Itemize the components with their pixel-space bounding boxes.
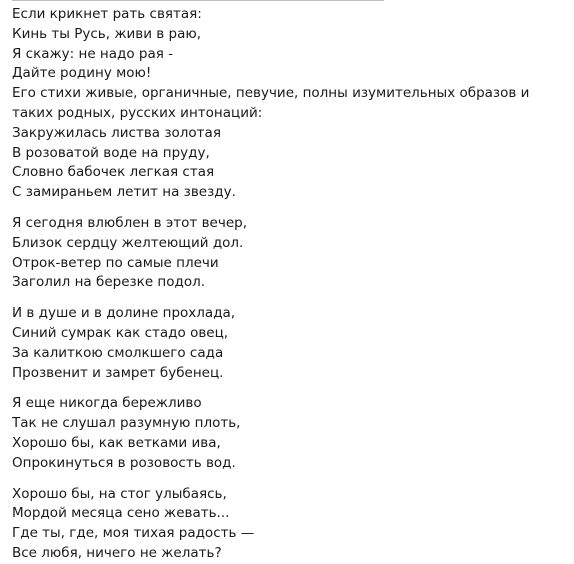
poem-line: Отрок-ветер по самые плечи	[12, 254, 219, 271]
poem-line: Все любя, ничего не желать?	[12, 544, 222, 561]
poem-line: Где ты, где, моя тихая радость —	[12, 525, 255, 542]
poem-line: Так не слушал разумную плоть,	[12, 415, 241, 432]
poem-line: Хорошо бы, как ветками ива,	[12, 434, 221, 451]
poem-line: Мордой месяца сено жевать...	[12, 505, 230, 522]
poem-line: Кинь ты Русь, живи в раю,	[12, 25, 202, 42]
poem-line: Если крикнет рать святая:	[12, 6, 202, 22]
poem-line: Я скажу: не надо рая -	[12, 45, 174, 62]
poem-line: Я еще никогда бережливо	[12, 395, 202, 412]
poem-line: Близок сердцу желтеющий дол.	[12, 234, 244, 251]
top-divider	[12, 0, 384, 1]
poem-line: Словно бабочек легкая стая	[12, 164, 215, 181]
poem-line: Хорошо бы, на стог улыбаясь,	[12, 485, 227, 502]
poem-line: В розоватой воде на пруду,	[12, 144, 210, 161]
poem-line: Прозвенит и замрет бубенец.	[12, 364, 224, 381]
document-body	[12, 5, 568, 564]
poem-line: За калиткою смолкшего сада	[12, 344, 224, 361]
poem-line: И в душе и в долине прохлада,	[12, 305, 236, 322]
poem-line: Я сегодня влюблен в этот вечер,	[12, 214, 247, 231]
stanza-gap	[12, 203, 568, 214]
poem-line: С замираньем летит на звезду.	[12, 184, 236, 201]
stanza-gap	[12, 293, 568, 304]
poem-line: Опрокинуться в розовость вод.	[12, 454, 236, 471]
poem-line: Закружилась листва золотая	[12, 124, 221, 141]
stanza-gap	[12, 383, 568, 394]
stanza-gap	[12, 474, 568, 485]
poem-line: Заголил на березке подол.	[12, 274, 206, 291]
commentary-paragraph: Его стихи живые, органичные, певучие, полны изумительных образов и таких родных, русских интонаций:	[12, 85, 530, 121]
poem-line: Синий сумрак как стадо овец,	[12, 324, 229, 341]
poem-line: Дайте родину мою!	[12, 65, 152, 82]
